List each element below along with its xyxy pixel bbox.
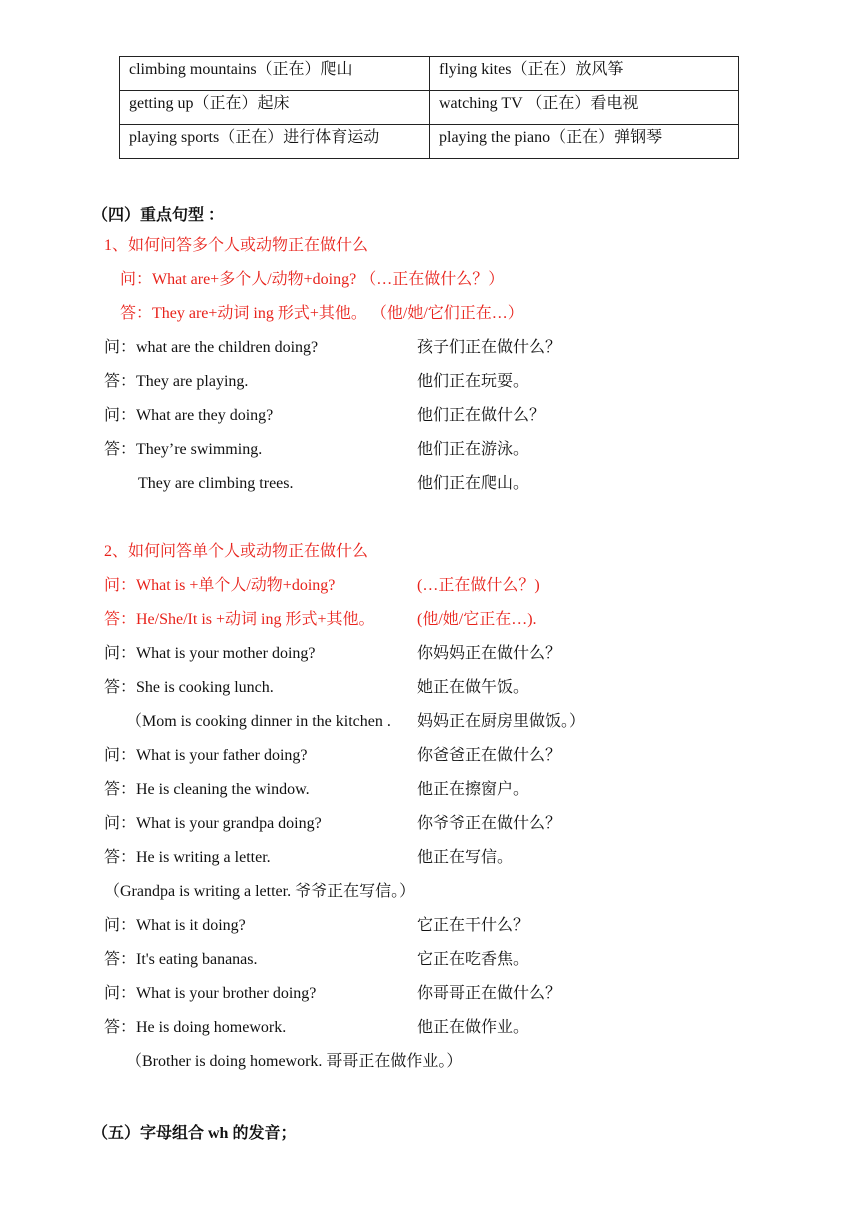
table-cell: getting up（正在）起床 bbox=[120, 91, 430, 125]
english-text: 答：They are playing. bbox=[104, 373, 249, 390]
english-text: 答：She is cooking lunch. bbox=[104, 679, 274, 696]
english-text: 答：He/She/It is +动词 ing 形式+其他。 bbox=[104, 611, 375, 628]
chinese-text: 她正在做午饭。 bbox=[417, 679, 530, 696]
section-heading: （四）重点句型 ： bbox=[92, 207, 225, 224]
chinese-text: 他们正在做什么？ bbox=[417, 407, 546, 424]
english-text: （Brother is doing homework. 哥哥正在做作业。） bbox=[126, 1053, 463, 1070]
english-text: They are climbing trees. bbox=[138, 475, 294, 492]
chinese-text: 他正在做作业。 bbox=[417, 1019, 530, 1036]
chinese-text: 你爷爷正在做什么？ bbox=[417, 815, 562, 832]
table-cell: watching TV （正在）看电视 bbox=[430, 91, 739, 125]
english-text: 问：what are the children doing? bbox=[104, 339, 319, 356]
english-text: 问：What is +单个人/动物+doing? bbox=[104, 577, 336, 594]
english-text: （Mom is cooking dinner in the kitchen . bbox=[126, 713, 391, 730]
english-text: 问：What is your father doing? bbox=[104, 747, 308, 764]
english-text: 问：What is your brother doing? bbox=[104, 985, 317, 1002]
english-text: 答：He is writing a letter. bbox=[104, 849, 271, 866]
answer-pattern: 答：They are+动词 ing 形式+其他。 （他/她/它们正在…） bbox=[120, 305, 524, 322]
chinese-text: 他们正在游泳。 bbox=[417, 441, 530, 458]
english-text: 问：What is your mother doing? bbox=[104, 645, 316, 662]
chinese-text: 你妈妈正在做什么？ bbox=[417, 645, 562, 662]
chinese-text: 它正在吃香焦。 bbox=[417, 951, 530, 968]
english-text: 答：It's eating bananas. bbox=[104, 951, 258, 968]
english-text: （Grandpa is writing a letter. 爷爷正在写信。） bbox=[104, 883, 416, 900]
table-cell: climbing mountains（正在）爬山 bbox=[120, 57, 430, 91]
chinese-text: 他正在写信。 bbox=[417, 849, 514, 866]
table-cell: flying kites（正在）放风筝 bbox=[430, 57, 739, 91]
chinese-text: 孩子们正在做什么？ bbox=[417, 339, 562, 356]
subsection-title: 1、如何问答多个人或动物正在做什么 bbox=[104, 237, 369, 254]
subsection-title: 2、如何问答单个人或动物正在做什么 bbox=[104, 543, 369, 560]
table-cell: playing sports（正在）进行体育运动 bbox=[120, 125, 430, 159]
english-text: 答：They’re swimming. bbox=[104, 441, 263, 458]
chinese-text: (…正在做什么？) bbox=[417, 577, 540, 594]
question-pattern: 问：What are+多个人/动物+doing? （…正在做什么？） bbox=[120, 271, 505, 288]
chinese-text: 他们正在爬山。 bbox=[417, 475, 530, 492]
table-row bbox=[120, 91, 739, 125]
section-heading: （五）字母组合 wh 的发音； bbox=[92, 1125, 297, 1142]
english-text: 问：What is it doing? bbox=[104, 917, 246, 934]
chinese-text: (他/她/它正在…). bbox=[417, 611, 537, 628]
chinese-text: 妈妈正在厨房里做饭。） bbox=[417, 713, 586, 730]
chinese-text: 你爸爸正在做什么？ bbox=[417, 747, 562, 764]
table-cell: playing the piano（正在）弹钢琴 bbox=[430, 125, 739, 159]
chinese-text: 他们正在玩耍。 bbox=[417, 373, 530, 390]
chinese-text: 它正在干什么？ bbox=[417, 917, 530, 934]
english-text: 答：He is doing homework. bbox=[104, 1019, 287, 1036]
table-row bbox=[120, 125, 739, 159]
table-row bbox=[120, 57, 739, 91]
english-text: 问：What is your grandpa doing? bbox=[104, 815, 322, 832]
chinese-text: 他正在擦窗户。 bbox=[417, 781, 530, 798]
vocab-table bbox=[119, 56, 739, 159]
english-text: 问：What are they doing? bbox=[104, 407, 274, 424]
chinese-text: 你哥哥正在做什么？ bbox=[417, 985, 562, 1002]
english-text: 答：He is cleaning the window. bbox=[104, 781, 310, 798]
